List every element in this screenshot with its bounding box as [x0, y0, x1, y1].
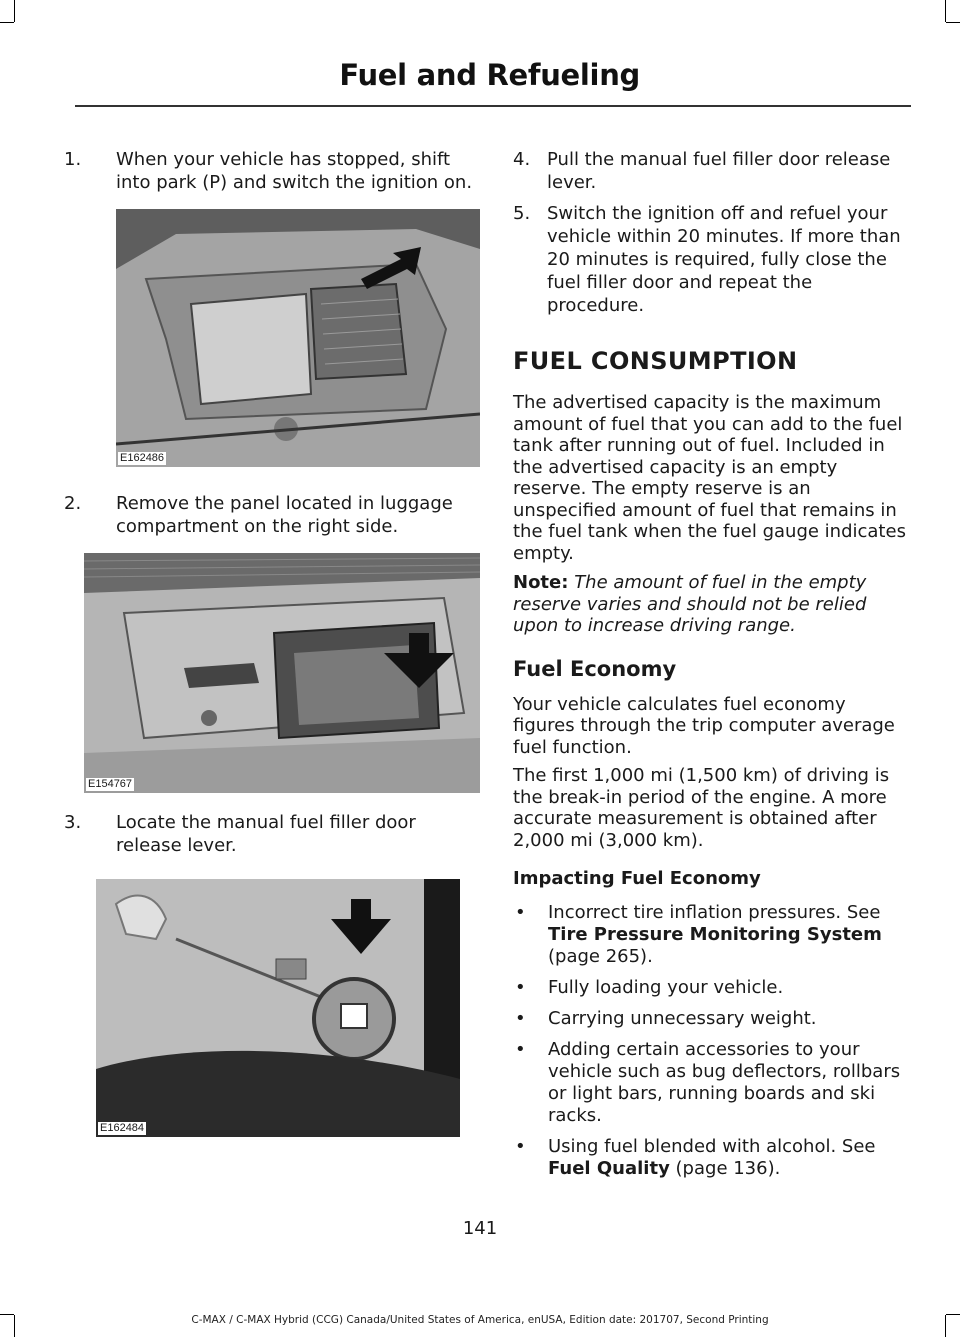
- right-column: [513, 148, 911, 1180]
- list-item-text: Carrying unnecessary weight.: [548, 1008, 817, 1029]
- note-paragraph: [513, 572, 911, 637]
- crop-mark: [946, 22, 960, 23]
- left-column: [64, 148, 480, 1137]
- step-5: [513, 202, 911, 317]
- capacity-paragraph: The advertised capacity is the maximum amount of fuel that you can add to the fuel tank after running out of fuel. Included in the advertised capacity is an empty reserve. The empty reserve is an unspecified amount of fuel that remains in the fuel tank when the fuel gauge indicates empty.: [513, 392, 906, 564]
- list-item-page-ref: (page 136).: [669, 1158, 781, 1179]
- footer-text: C-MAX / C-MAX Hybrid (CCG) Canada/United States of America, enUSA, Edition date: 201707, Second Printing: [191, 1314, 769, 1326]
- cross-reference-link[interactable]: Fuel Quality: [548, 1158, 670, 1179]
- step-number: 1.: [64, 149, 82, 170]
- figure-code: E162484: [100, 1122, 145, 1134]
- page-number: 141: [462, 1218, 498, 1239]
- note-label: Note:: [513, 572, 569, 593]
- cross-reference-link[interactable]: Tire Pressure Monitoring System: [548, 924, 882, 945]
- figure-code: E154767: [88, 778, 133, 790]
- step-3: [64, 811, 480, 857]
- impact-list: [513, 902, 911, 1180]
- list-item: [513, 902, 911, 968]
- page-title: Fuel and Refueling: [339, 58, 640, 92]
- note-text: The amount of fuel in the empty reserve varies and should not be relied upon to increase driving range.: [513, 572, 867, 636]
- list-item-text: Adding certain accessories to your vehicle such as bug deflectors, rollbars or light bars, running boards and ski racks.: [548, 1039, 901, 1126]
- economy-paragraph-1: Your vehicle calculates fuel economy figures through the trip computer average fuel function.: [513, 693, 895, 758]
- panel-illustration: [84, 553, 480, 793]
- step-number: 2.: [64, 493, 82, 514]
- list-item-text: Fully loading your vehicle.: [548, 977, 784, 998]
- figure-release-lever: [96, 879, 460, 1137]
- list-item: [513, 1136, 911, 1180]
- section-heading: FUEL CONSUMPTION: [513, 347, 798, 375]
- list-item-text: Using fuel blended with alcohol. See: [548, 1136, 876, 1157]
- list-item: [513, 977, 911, 999]
- step-number: 3.: [64, 812, 82, 833]
- list-item: [513, 1008, 911, 1030]
- crop-mark: [14, 0, 15, 22]
- step-4: [513, 148, 911, 194]
- step-number: 4.: [513, 149, 531, 170]
- bullet-symbol: •: [515, 1039, 526, 1060]
- figure-panel-removal: [84, 553, 480, 793]
- bullet-symbol: •: [515, 1008, 526, 1029]
- step-text: Remove the panel located in luggage compartment on the right side.: [116, 493, 453, 537]
- step-number: 5.: [513, 203, 531, 224]
- figure-code: E162486: [120, 452, 165, 464]
- crop-mark: [945, 0, 946, 22]
- figure-luggage-compartment: [116, 209, 480, 467]
- bullet-symbol: •: [515, 1136, 526, 1157]
- header-rule: [75, 105, 911, 107]
- list-item: [513, 1039, 911, 1127]
- list-item-text: Incorrect tire inflation pressures. See: [548, 902, 881, 923]
- step-2: [64, 492, 480, 538]
- impacting-heading: Impacting Fuel Economy: [513, 868, 761, 889]
- fuel-economy-heading: Fuel Economy: [513, 656, 677, 681]
- step-text: Switch the ignition off and refuel your vehicle within 20 minutes. If more than 20 minutes is required, fully close the fuel filler door and repeat the procedure.: [547, 203, 901, 316]
- luggage-illustration: [116, 209, 480, 467]
- bullet-symbol: •: [515, 902, 526, 923]
- step-text: When your vehicle has stopped, shift into park (P) and switch the ignition on.: [116, 149, 473, 193]
- bullet-symbol: •: [515, 977, 526, 998]
- step-1: [64, 148, 480, 194]
- economy-paragraph-2: The first 1,000 mi (1,500 km) of driving is the break-in period of the engine. A more accurate measurement is obtained after 2,000 mi (3,000 km).: [513, 765, 890, 851]
- list-item-page-ref: (page 265).: [548, 946, 653, 967]
- lever-illustration: [96, 879, 460, 1137]
- step-text: Locate the manual fuel filler door release lever.: [116, 812, 416, 856]
- crop-mark: [0, 22, 14, 23]
- step-text: Pull the manual fuel filler door release lever.: [547, 149, 891, 193]
